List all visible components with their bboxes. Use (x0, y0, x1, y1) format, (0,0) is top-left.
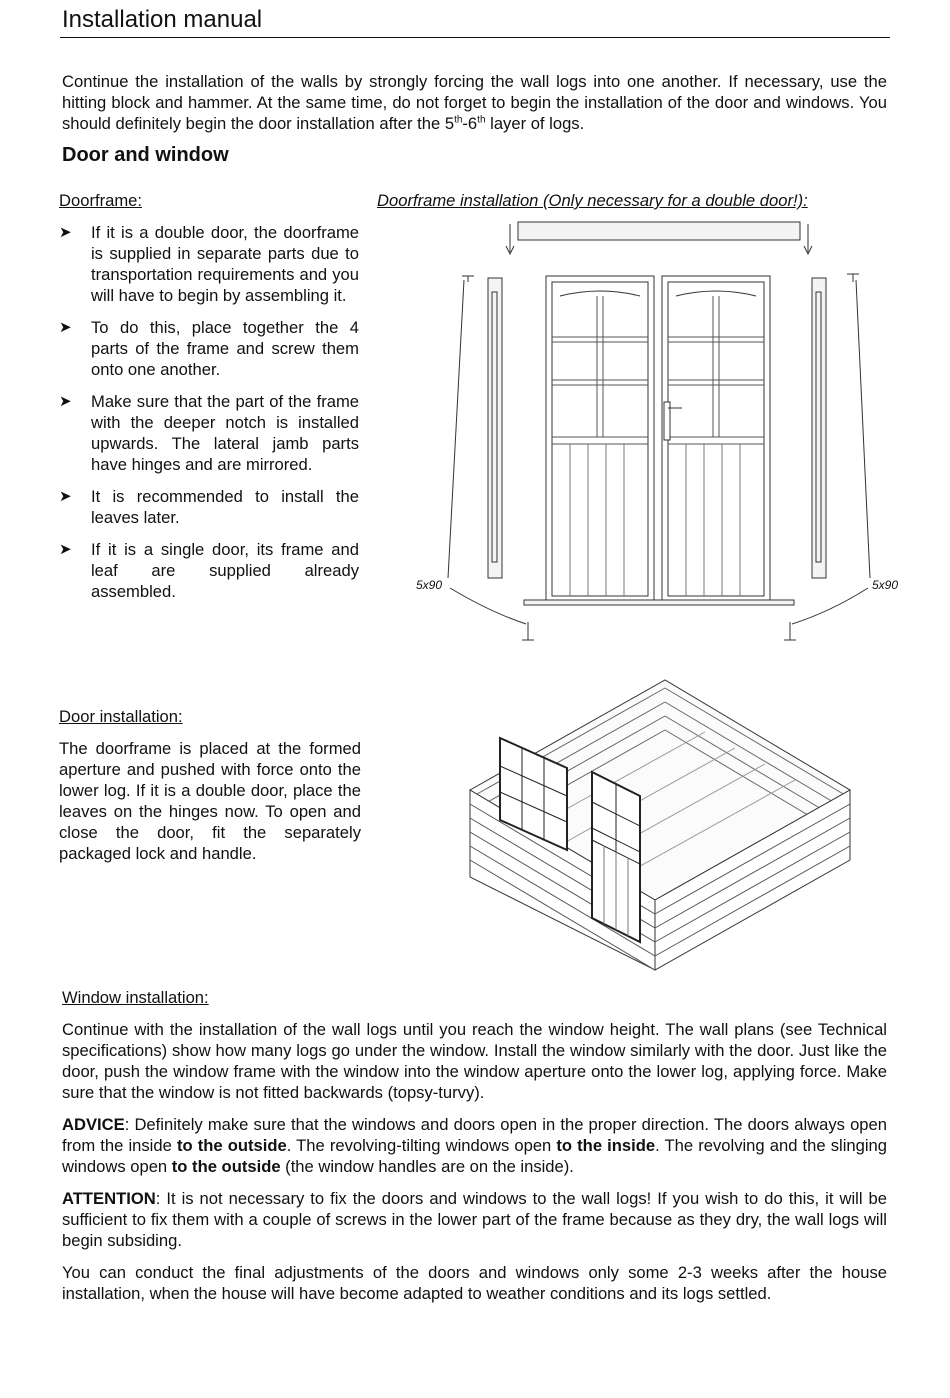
advice-bold-2: to the inside (556, 1136, 656, 1155)
advice-text-1: : Definitely make sure that the windows and doors open in the proper direction. The doors always open from the inside (62, 1115, 887, 1155)
doorframe-exploded-drawing (400, 212, 920, 652)
window-installation-text: Continue with the installation of the wall logs until you reach the window height. The wall plans (see Technical specifications) show how many logs go under the window. Install the window similarly with the door. Just like the door, push the window frame with the window into the window aperture onto the lower log, applying force. Make sure that the window is not fitted backwards (topsy-turvy). (62, 1020, 887, 1102)
header-rule (60, 37, 890, 38)
intro-paragraph (62, 71, 887, 134)
intro-text-b: layer of logs. (485, 114, 585, 133)
intro-sup-2: th (477, 114, 486, 126)
intro-text-a: Continue the installation of the walls by strongly forcing the wall logs into one another. If necessary, use the hitting block and hammer. At the same time, do not forget to begin the installation of the door and windows. You should definitely begin the door installation after the 5 (62, 72, 887, 133)
advice-bold-3: to the outside (171, 1157, 281, 1176)
log-house-isometric-drawing (465, 672, 860, 982)
bullet-text: If it is a single door, its frame and leaf are supplied already assembled. (91, 540, 359, 601)
advice-text-2: . The revolving-tilting windows open (286, 1136, 557, 1155)
intro-sup-1: th (454, 114, 463, 126)
advice-bold-1: to the outside (176, 1136, 287, 1155)
advice-paragraph (62, 1114, 887, 1177)
list-item (59, 391, 359, 475)
attention-paragraph (62, 1188, 887, 1251)
arrowhead-bullet-icon: ➤ (59, 488, 72, 505)
list-item (59, 539, 359, 602)
bullet-text: It is recommended to install the leaves later. (91, 487, 359, 527)
doorframe-bullet-list (59, 222, 359, 613)
bullet-text: Make sure that the part of the frame with the deeper notch is installed upwards. The lateral jamb parts have hinges and are mirrored. (91, 392, 359, 474)
list-item (59, 222, 359, 306)
attention-label: ATTENTION (62, 1189, 156, 1208)
page-title: Installation manual (62, 6, 263, 33)
advice-text-3: . The revolving and the slinging windows open (62, 1136, 887, 1176)
arrowhead-bullet-icon: ➤ (59, 224, 72, 241)
arrowhead-bullet-icon: ➤ (59, 319, 72, 336)
section-title: Door and window (62, 144, 229, 166)
list-item (59, 486, 359, 528)
list-item (59, 317, 359, 380)
attention-text: : It is not necessary to fix the doors and windows to the wall logs! If you wish to do this, it will be sufficient to fix them with a couple of screws in the lower part of the frame because as they dry, the wall logs will begin subsiding. (62, 1189, 887, 1250)
arrowhead-bullet-icon: ➤ (59, 541, 72, 558)
arrowhead-bullet-icon: ➤ (59, 393, 72, 410)
screw-label-right: 5x90 (872, 578, 899, 592)
window-installation-heading: Window installation: (62, 988, 209, 1007)
bullet-text: If it is a double door, the doorframe is supplied in separate parts due to transportation requirements and you will have to begin by assembling it. (91, 223, 359, 305)
figure-caption: Doorframe installation (Only necessary for a double door!): (377, 191, 808, 210)
advice-text-4: (the window handles are on the inside). (280, 1157, 574, 1176)
door-installation-text: The doorframe is placed at the formed aperture and pushed with force onto the lower log. If it is a double door, place the leaves on the hinges now. To open and close the door, fit the separately packaged lock and handle. (59, 739, 361, 863)
intro-dash: -6 (462, 114, 478, 133)
door-installation-heading: Door installation: (59, 707, 183, 726)
advice-label: ADVICE (62, 1115, 125, 1134)
doorframe-heading: Doorframe: (59, 191, 142, 210)
bullet-text: To do this, place together the 4 parts of the frame and screw them onto one another. (91, 318, 359, 379)
final-adjustments-paragraph: You can conduct the final adjustments of the doors and windows only some 2-3 weeks after the house installation, when the house will have become adapted to weather conditions and its logs settled. (62, 1263, 887, 1303)
screw-label-left: 5x90 (416, 578, 443, 592)
